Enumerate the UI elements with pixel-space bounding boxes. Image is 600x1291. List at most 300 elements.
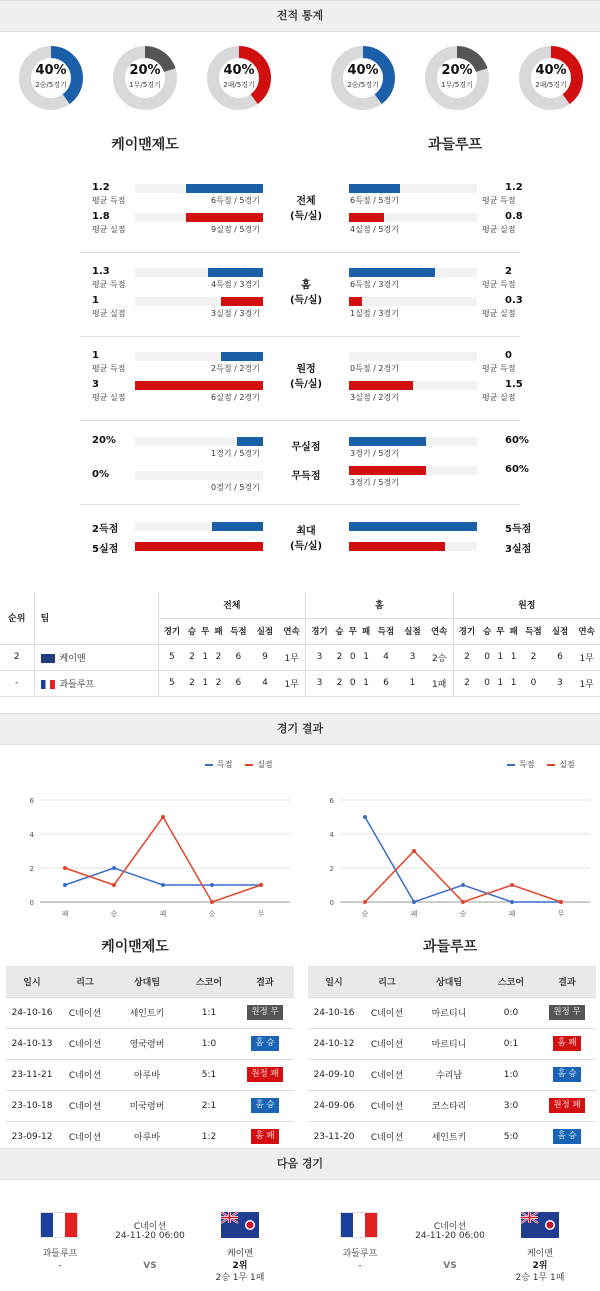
x-tick-label: 패 [61,910,69,918]
match-date: 24-10-12 [308,1028,360,1059]
stat-cell: 0 [346,670,359,696]
home-scored-label: 평균 득점 [92,364,126,373]
data-point [161,815,165,819]
stat-cell: 1 [494,644,507,670]
home-scored-detail: 6득점 / 5경기 [211,196,260,205]
match-opponent: 세인트키 [414,1121,484,1152]
next-home-team: 과들루프 [42,1249,78,1259]
match-league: C네이션 [360,997,414,1028]
match-result-cell [538,1059,596,1090]
home-max-conceded-value: 5실점 [92,544,119,555]
stat-cell: 5 [158,670,185,696]
divider [80,252,520,253]
y-tick-label: 6 [329,797,334,805]
y-tick-label: 0 [329,899,334,907]
donut-chart [518,45,584,111]
next-home-rank: - [358,1261,362,1271]
col-header: 연속 [278,618,305,644]
stat-cell: 4 [252,670,279,696]
match-score: 5:0 [484,1121,538,1152]
next-datetime: 24-11-20 06:00 [415,1231,485,1241]
match-league: C네이션 [58,1059,112,1090]
away-conceded-bar [349,381,413,390]
series-line-conceded [65,817,261,902]
stat-cell: 4 [373,644,400,670]
home-results-chart [0,780,300,920]
match-result-cell [236,997,294,1028]
away-conceded-label: 평균 실점 [482,225,516,234]
col-header: 실점 [399,618,426,644]
stat-category-sub: (득/실) [289,541,323,552]
x-tick-label: 패 [508,910,516,918]
home-results-table [6,966,294,1153]
donut-chart [424,45,490,111]
away-conceded-detail: 4실점 / 5경기 [350,225,399,234]
match-result-cell [236,1028,294,1059]
donut-chart [330,45,396,111]
home-noscore-detail: 0경기 / 5경기 [211,483,260,492]
data-point [412,849,416,853]
match-opponent: 마르티니 [414,997,484,1028]
legend-conceded: 실점 [245,760,272,769]
stat-cell: 9 [252,644,279,670]
stat-cell: 1패 [426,670,453,696]
match-score: 0:0 [484,997,538,1028]
stat-cell: 2 [453,644,480,670]
results-header-cell: 결과 [236,966,294,997]
match-opponent: 영국령버 [112,1028,182,1059]
stat-cell: 3 [306,644,333,670]
home-noscore-value: 0% [92,469,109,480]
next-section-title: 다음 경기 [0,1148,600,1180]
rank-cell: 2 [0,644,34,670]
stat-cell: 1 [507,644,520,670]
standings-group-2: 원정 [453,592,600,618]
away-scored-detail: 6득점 / 5경기 [350,196,399,205]
match-league: C네이션 [58,1028,112,1059]
results-row [308,1028,596,1059]
result-badge: 원정 무 [549,1005,584,1020]
stat-cell: 0 [480,644,493,670]
next-away-rank: 2위 [532,1261,548,1271]
stat-cell: 6 [225,644,252,670]
donut-ring [518,45,584,111]
results-row [6,1028,294,1059]
away-scored-value: 1.2 [505,182,523,193]
data-point [112,866,116,870]
data-point [210,883,214,887]
away-cleansheet-detail: 3경기 / 5경기 [350,449,399,458]
match-score: 1:2 [182,1121,236,1152]
legend-conceded: 실점 [547,760,574,769]
data-point [363,815,367,819]
match-league: C네이션 [360,1059,414,1090]
next-away-record: 2승 1무 1패 [215,1273,265,1283]
away-scored-detail: 6득점 / 3경기 [350,280,399,289]
match-date: 24-10-13 [6,1028,58,1059]
away-scored-label: 평균 득점 [482,364,516,373]
away-cleansheet-value: 60% [505,435,529,446]
donut-percent: 40% [347,63,379,78]
match-opponent: 세인트키 [112,997,182,1028]
stat-cell: 3 [547,670,574,696]
results-header-cell: 일시 [6,966,58,997]
away-conceded-label: 평균 실점 [482,393,516,402]
data-point [461,900,465,904]
next-away-record: 2승 1무 1패 [515,1273,565,1283]
home-scored-bar [208,268,263,277]
home-scored-label: 평균 득점 [92,280,126,289]
home-scored-detail: 2득점 / 2경기 [211,364,260,373]
results-row [308,1090,596,1121]
match-result-cell [538,1028,596,1059]
cayman-flag-icon [221,1212,259,1238]
results-header-cell: 상대팀 [414,966,484,997]
match-score: 0:1 [484,1028,538,1059]
stat-category [271,362,341,392]
stat-cell: 2 [212,670,225,696]
x-tick-label: 승 [110,910,118,918]
donut-percent: 40% [35,63,67,78]
stat-cell: 1 [199,670,212,696]
away-conceded-label: 평균 실점 [482,309,516,318]
away-conceded-value: 0.8 [505,211,523,222]
away-conceded-detail: 1실점 / 3경기 [350,309,399,318]
away-conceded-bar [349,213,384,222]
away-conceded-value: 0.3 [505,295,523,306]
legend-scored: 득점 [205,760,232,769]
donut-percent: 20% [129,63,161,78]
home-noscore-bar-track [135,471,263,480]
stat-cell: 2 [333,644,346,670]
team-cell [34,670,158,696]
donut-record: 2패/5경기 [535,81,567,89]
donut-ring [112,45,178,111]
col-header: 승 [480,618,493,644]
stat-category [271,278,341,308]
team-header-cell [34,592,158,644]
stat-category-name: 최대 [296,526,316,537]
match-league: C네이션 [58,997,112,1028]
away-scored-label: 평균 득점 [482,196,516,205]
results-section-title: 경기 결과 [0,713,600,745]
stat-cell: 2 [185,670,198,696]
col-header: 실점 [547,618,574,644]
results-row [308,997,596,1028]
away-results-chart [300,780,600,920]
next-away-team: 케이맨 [226,1249,254,1259]
match-league: C네이션 [360,1028,414,1059]
away-max-conceded-value: 3실점 [505,544,532,555]
series-line-scored [365,817,561,902]
stat-cell: 1무 [278,644,305,670]
data-point [210,900,214,904]
home-scored-detail: 4득점 / 3경기 [211,280,260,289]
stat-category-sub: (득/실) [289,295,323,306]
results-header-cell: 상대팀 [112,966,182,997]
home-conceded-value: 3 [92,379,99,390]
match-opponent: 미국령버 [112,1090,182,1121]
donut-ring [206,45,272,111]
home-conceded-bar [135,381,263,390]
home-scored-value: 1.3 [92,266,110,277]
cayman-flag-icon [521,1212,559,1238]
home-scored-value: 1.2 [92,182,110,193]
results-header-cell: 리그 [360,966,414,997]
donut-ring [18,45,84,111]
col-header: 실점 [252,618,279,644]
home-conceded-bar [221,297,263,306]
away-max-conceded-bar [349,542,445,551]
stat-cell: 1 [199,644,212,670]
clean-sheet-label: 무실점 [291,442,321,453]
donut-record: 2승/5경기 [347,81,379,89]
match-date: 23-09-12 [6,1121,58,1152]
france-flag-icon [41,680,55,689]
data-point [510,883,514,887]
col-header: 승 [185,618,198,644]
data-point [63,883,67,887]
stat-cell: 2승 [426,644,453,670]
stat-cell: 6 [547,644,574,670]
match-date: 24-10-16 [308,997,360,1028]
y-tick-label: 4 [329,831,334,839]
donut-record: 1무/5경기 [129,81,161,89]
col-header: 연속 [426,618,453,644]
col-header: 연속 [573,618,600,644]
stat-cell: 2 [520,644,547,670]
stat-cell: 5 [158,644,185,670]
results-header-cell: 결과 [538,966,596,997]
stat-cell: 2 [212,644,225,670]
match-score: 5:1 [182,1059,236,1090]
stat-cell: 0 [346,644,359,670]
legend-away [507,759,575,770]
home-conceded-detail: 3실점 / 3경기 [211,309,260,318]
stat-cell: 6 [225,670,252,696]
match-score: 1:1 [182,997,236,1028]
data-point [161,883,165,887]
x-tick-label: 승 [361,910,369,918]
away-conceded-detail: 3실점 / 2경기 [350,393,399,402]
data-point [363,900,367,904]
donut-ring [330,45,396,111]
col-header: 패 [359,618,372,644]
away-max-scored-value: 5득점 [505,524,532,535]
next-home-rank: - [58,1261,62,1271]
away-flag-icon [521,1212,559,1238]
legend-home [205,759,273,770]
stat-category [271,194,341,224]
results-header-cell: 리그 [58,966,112,997]
results-header-cell: 스코어 [182,966,236,997]
home-flag-icon [340,1212,378,1238]
standings-group-0: 전체 [158,592,306,618]
result-badge: 홈 패 [251,1129,278,1144]
col-header: 득점 [520,618,547,644]
results-row [6,997,294,1028]
home-cleansheet-detail: 1경기 / 5경기 [211,449,260,458]
results-row [6,1059,294,1090]
y-tick-label: 4 [29,831,34,839]
team-cell-name: 케이맨 [59,653,86,664]
stat-cell: 1 [494,670,507,696]
next-away-team: 케이맨 [526,1249,554,1259]
stat-cell: 1 [359,670,372,696]
vs-label: VS [143,1261,157,1271]
results-header-cell: 일시 [308,966,360,997]
away-scored-value: 0 [505,350,512,361]
col-header: 패 [507,618,520,644]
home-flag-icon [40,1212,78,1238]
match-result-cell [538,997,596,1028]
stat-cell: 1 [399,670,426,696]
match-score: 3:0 [484,1090,538,1121]
match-date: 23-10-18 [6,1090,58,1121]
home-max-scored-value: 2득점 [92,524,119,535]
away-results-table [308,966,596,1153]
next-league: C네이션 [433,1222,467,1232]
away-conceded-bar [349,297,362,306]
donut-record: 2패/5경기 [223,81,255,89]
stat-cell: 0 [520,670,547,696]
result-badge: 홈 승 [553,1067,580,1082]
away-flag-icon [221,1212,259,1238]
divider [80,420,520,421]
stat-cell: 0 [480,670,493,696]
stats-section-title: 전적 통계 [0,0,600,32]
next-league: C네이션 [133,1222,167,1232]
away-scored-bar [349,268,435,277]
y-tick-label: 6 [29,797,34,805]
divider [80,336,520,337]
stat-category-sub: (득/실) [289,211,323,222]
standings-row [0,644,600,670]
away-max-scored-bar [349,522,477,531]
away-cleansheet-bar [349,437,426,446]
match-opponent: 아루바 [112,1059,182,1090]
donut-chart [206,45,272,111]
stat-cell: 6 [373,670,400,696]
match-date: 23-11-21 [6,1059,58,1090]
match-opponent: 아루바 [112,1121,182,1152]
y-tick-label: 0 [29,899,34,907]
match-date: 24-10-16 [6,997,58,1028]
result-badge: 원정 패 [247,1067,282,1082]
results-team-home: 케이맨제도 [101,939,169,955]
vs-label: VS [443,1261,457,1271]
home-conceded-detail: 6실점 / 2경기 [211,393,260,402]
standings-group-header [0,592,600,618]
home-cleansheet-value: 20% [92,435,116,446]
away-conceded-value: 1.5 [505,379,523,390]
data-point [510,900,514,904]
result-badge: 홈 승 [553,1129,580,1144]
results-row [308,1059,596,1090]
x-tick-label: 승 [208,910,216,918]
match-result-cell [538,1090,596,1121]
match-date: 24-09-10 [308,1059,360,1090]
team-cell-name: 과들루프 [59,679,95,690]
x-tick-label: 승 [459,910,467,918]
col-header: 경기 [306,618,333,644]
match-opponent: 마르티니 [414,1028,484,1059]
data-point [559,900,563,904]
match-opponent: 수리남 [414,1059,484,1090]
stat-cell: 2 [185,644,198,670]
away-noscore-detail: 3경기 / 5경기 [350,478,399,487]
match-result-cell [236,1059,294,1090]
series-line-conceded [365,851,561,902]
team-cell [34,644,158,670]
results-team-away: 과들루프 [422,939,478,955]
result-badge: 원정 무 [247,1005,282,1020]
standings-table [0,592,600,697]
stat-cell: 1무 [278,670,305,696]
match-league: C네이션 [58,1090,112,1121]
home-scored-value: 1 [92,350,99,361]
legend-scored: 득점 [507,760,534,769]
match-result-cell [236,1090,294,1121]
col-header: 경기 [158,618,185,644]
result-badge: 원정 패 [549,1098,584,1113]
data-point [112,883,116,887]
home-max-conceded-bar [135,542,263,551]
col-header: 득점 [373,618,400,644]
team-name-home: 케이맨제도 [111,137,179,153]
donut-ring [424,45,490,111]
home-conceded-bar [186,213,263,222]
next-away-rank: 2위 [232,1261,248,1271]
match-date: 24-09-06 [308,1090,360,1121]
x-tick-label: 패 [159,910,167,918]
data-point [63,866,67,870]
x-tick-label: 무 [257,910,265,918]
results-header-cell: 스코어 [484,966,538,997]
away-scored-bar-track [349,352,477,361]
standings-row [0,670,600,696]
stat-category-name: 원정 [296,364,316,375]
x-tick-label: 패 [410,910,418,918]
match-date: 23-11-20 [308,1121,360,1152]
cayman-flag-icon [41,654,55,663]
home-scored-label: 평균 득점 [92,196,126,205]
stat-cell: 1무 [573,644,600,670]
stat-cell: 1 [507,670,520,696]
donut-chart [112,45,178,111]
col-header: 패 [212,618,225,644]
y-tick-label: 2 [329,865,334,873]
stat-category [271,524,341,554]
donut-chart [18,45,84,111]
match-score: 2:1 [182,1090,236,1121]
stat-cell: 2 [453,670,480,696]
col-header: 승 [333,618,346,644]
home-conceded-label: 평균 실점 [92,309,126,318]
col-header: 무 [199,618,212,644]
stat-cell: 1 [359,644,372,670]
home-conceded-label: 평균 실점 [92,225,126,234]
away-scored-bar [349,184,400,193]
away-scored-label: 평균 득점 [482,280,516,289]
match-league: C네이션 [360,1121,414,1152]
col-header: 무 [346,618,359,644]
col-header: 무 [494,618,507,644]
home-conceded-detail: 9실점 / 5경기 [211,225,260,234]
data-point [412,900,416,904]
result-badge: 홈 승 [251,1098,278,1113]
match-league: C네이션 [58,1121,112,1152]
